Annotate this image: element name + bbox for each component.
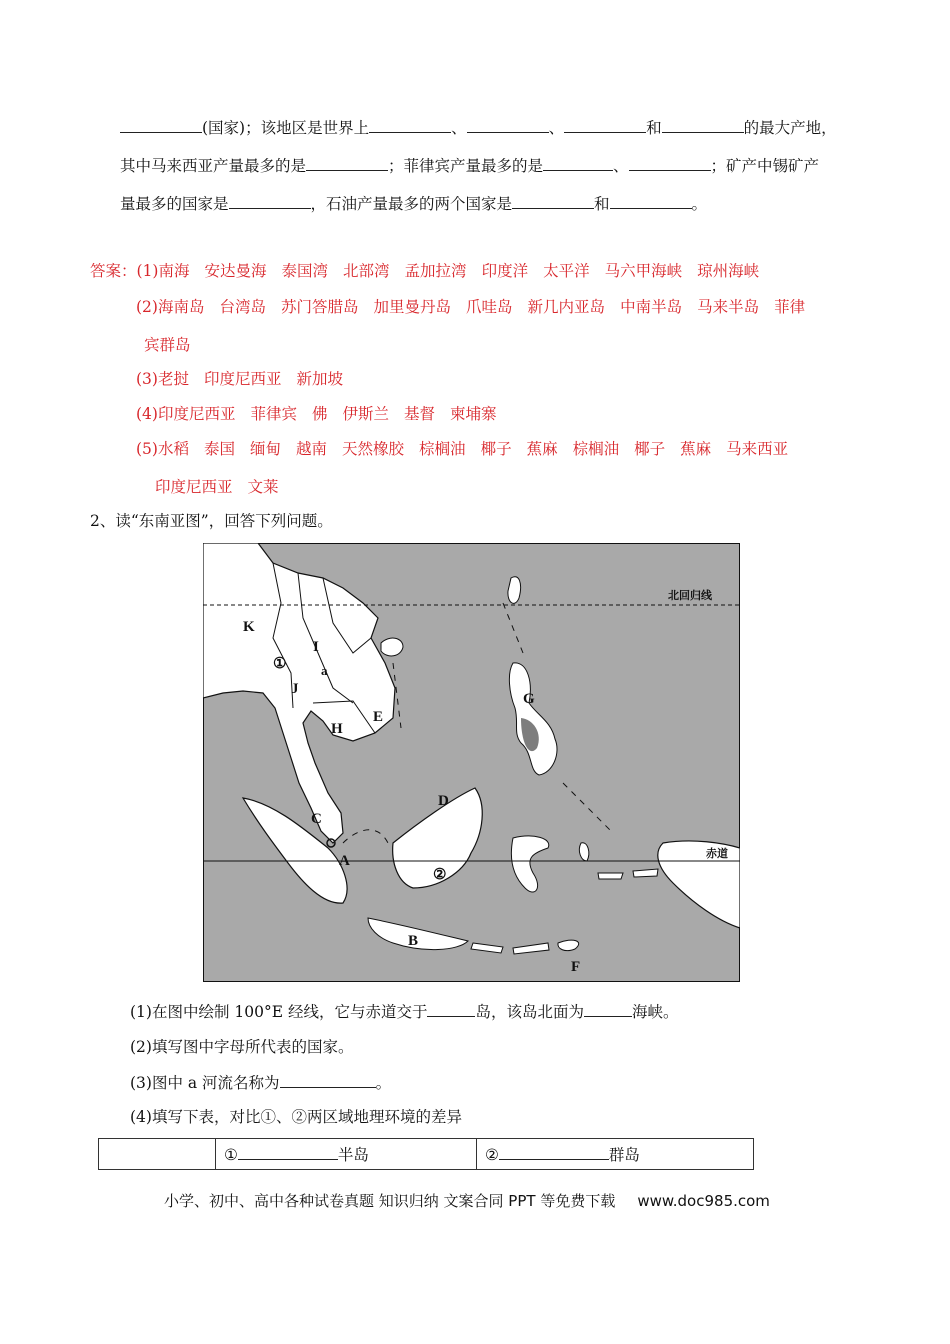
answer-item: 印度尼西亚 <box>157 405 236 423</box>
table-cell-peninsula[interactable]: ① 半岛 <box>216 1139 477 1170</box>
blank[interactable] <box>120 116 202 133</box>
q1-line-3: 量最多的国家是 ，石油产量最多的两个国家是 和 。 <box>120 192 707 215</box>
answer-item: 印度尼西亚 <box>203 370 282 388</box>
blank[interactable] <box>499 1143 609 1160</box>
blank[interactable] <box>229 192 311 209</box>
answer-items <box>158 370 358 388</box>
answer-item: 琼州海峡 <box>697 262 760 280</box>
map-region-2: ② <box>433 867 447 883</box>
blank[interactable] <box>280 1071 376 1088</box>
answer-item: 加里曼丹岛 <box>373 298 452 316</box>
answer-item: 泰国湾 <box>281 262 329 280</box>
answer-item: 马来西亚 <box>726 440 789 458</box>
table-cell-archipelago[interactable]: ② 群岛 <box>476 1139 753 1170</box>
answer-item: 爪哇岛 <box>466 298 513 316</box>
answer-1: 答案：(1)南海 安达曼海 泰国湾 北部湾 孟加拉湾 印度洋 太平洋 马六甲海峡 琼州海峡 <box>90 260 774 282</box>
answer-item: 北部湾 <box>343 262 390 280</box>
blank[interactable] <box>238 1143 338 1160</box>
blank[interactable] <box>306 154 388 171</box>
answer-item: 蕉麻 <box>526 440 558 458</box>
answer-items <box>155 478 294 496</box>
answer-item: 台湾岛 <box>219 298 266 316</box>
answer-items <box>158 440 803 458</box>
answer-item: 海南岛 <box>157 298 205 316</box>
map-letter-d: D <box>438 793 449 809</box>
blank[interactable] <box>629 154 711 171</box>
answer-item: 印度洋 <box>481 262 529 280</box>
answer-items <box>158 262 774 280</box>
answer-item: 新加坡 <box>296 370 344 388</box>
tropic-label: 北回归线 <box>668 589 712 602</box>
answer-item: 柬埔寨 <box>450 405 497 423</box>
answer-4: (4)印度尼西亚 菲律宾 佛 伊斯兰 基督 柬埔寨 <box>136 403 512 425</box>
map-letter-a: a <box>321 663 328 678</box>
answer-item: 越南 <box>296 440 328 458</box>
answer-item: 安达曼海 <box>204 262 267 280</box>
answer-item: 蕉麻 <box>680 440 712 458</box>
answer-item: 孟加拉湾 <box>404 262 467 280</box>
table-cell-empty[interactable] <box>99 1139 216 1170</box>
q1-line-1: (国家)；该地区是世界上 、 、 和 的最大产地， <box>120 116 837 139</box>
answer-item: 基督 <box>404 405 436 423</box>
answer-item: 马六甲海峡 <box>604 262 683 280</box>
southeast-asia-map <box>203 543 740 982</box>
blank[interactable] <box>427 1000 475 1017</box>
answer-item: 菲律 <box>774 298 806 316</box>
answer-5-cont <box>155 476 294 498</box>
blank[interactable] <box>662 116 744 133</box>
answer-item: 太平洋 <box>543 262 590 280</box>
answer-item: 伊斯兰 <box>342 405 390 423</box>
footer-url[interactable]: www.doc985.com <box>637 1192 770 1210</box>
blank[interactable] <box>543 154 613 171</box>
q2-sub-2: (2)填写图中字母所代表的国家。 <box>130 1038 354 1056</box>
table-row <box>99 1139 754 1170</box>
answer-item: 中南半岛 <box>620 298 683 316</box>
answer-item: 马来半岛 <box>697 298 760 316</box>
answer-item: 印度尼西亚 <box>155 478 233 496</box>
answer-2: (2)海南岛 台湾岛 苏门答腊岛 加里曼丹岛 爪哇岛 新几内亚岛 中南半岛 马来半岛 菲律 <box>136 296 820 318</box>
answer-item: 水稻 <box>157 440 189 458</box>
answer-item: 泰国 <box>203 440 235 458</box>
answer-item: 天然橡胶 <box>342 440 405 458</box>
q2-sub-3: (3)图中 a 河流名称为 。 <box>130 1071 391 1094</box>
answer-2-cont: 宾群岛 <box>144 336 191 354</box>
q2-sub-4: (4)填写下表，对比①、②两区域地理环境的差异 <box>130 1108 462 1126</box>
map-letter-b: B <box>408 933 419 949</box>
answer-item: 棕榈油 <box>572 440 620 458</box>
map-letter-c: C <box>311 811 322 827</box>
map-letter-i: I <box>313 639 319 655</box>
map-letter-e: E <box>373 709 384 725</box>
map-region-1: ① <box>273 656 287 672</box>
answer-item: 椰子 <box>480 440 512 458</box>
answer-item: 佛 <box>312 405 328 423</box>
blank[interactable] <box>512 192 594 209</box>
map-letter-a-upper: A <box>339 853 350 869</box>
answer-item: 椰子 <box>634 440 666 458</box>
equator-label: 赤道 <box>706 847 728 860</box>
blank[interactable] <box>564 116 646 133</box>
answer-item: 南海 <box>158 262 190 280</box>
map-letter-k: K <box>243 619 255 635</box>
q2-sub-1: (1)在图中绘制 100°E 经线，它与赤道交于 岛，该岛北面为 海峡。 <box>130 1000 679 1023</box>
map-letter-f: F <box>571 959 581 975</box>
map-letter-h: H <box>331 721 343 737</box>
answer-item: 老挝 <box>157 370 189 388</box>
answer-items <box>158 298 820 316</box>
answer-items <box>158 405 512 423</box>
answer-item: 缅甸 <box>250 440 282 458</box>
blank[interactable] <box>584 1000 632 1017</box>
answer-item: 文莱 <box>247 478 279 496</box>
blank[interactable] <box>369 116 451 133</box>
blank[interactable] <box>610 192 692 209</box>
answer-item: 新几内亚岛 <box>527 298 606 316</box>
map-letter-j: J <box>291 681 299 697</box>
answer-3: (3)老挝 印度尼西亚 新加坡 <box>136 368 358 390</box>
q1-line-2: 其中马来西亚产量最多的是 ；菲律宾产量最多的是 、 ；矿产中锡矿产 <box>120 154 819 177</box>
answer-item: 棕榈油 <box>419 440 466 458</box>
comparison-table <box>98 1138 754 1170</box>
answer-5: (5)水稻 泰国 缅甸 越南 天然橡胶 棕榈油 椰子 蕉麻 棕榈油 椰子 蕉麻 马来西亚 <box>136 438 803 460</box>
footer: 小学、初中、高中各种试卷真题 知识归纳 文案合同 PPT 等免费下载 www.doc985.com <box>164 1192 770 1210</box>
blank[interactable] <box>467 116 549 133</box>
map-letter-g: G <box>523 691 535 707</box>
answer-item: 苏门答腊岛 <box>281 298 359 316</box>
q2-title: 2、读“东南亚图”，回答下列问题。 <box>90 512 333 530</box>
answer-item: 菲律宾 <box>250 405 297 423</box>
